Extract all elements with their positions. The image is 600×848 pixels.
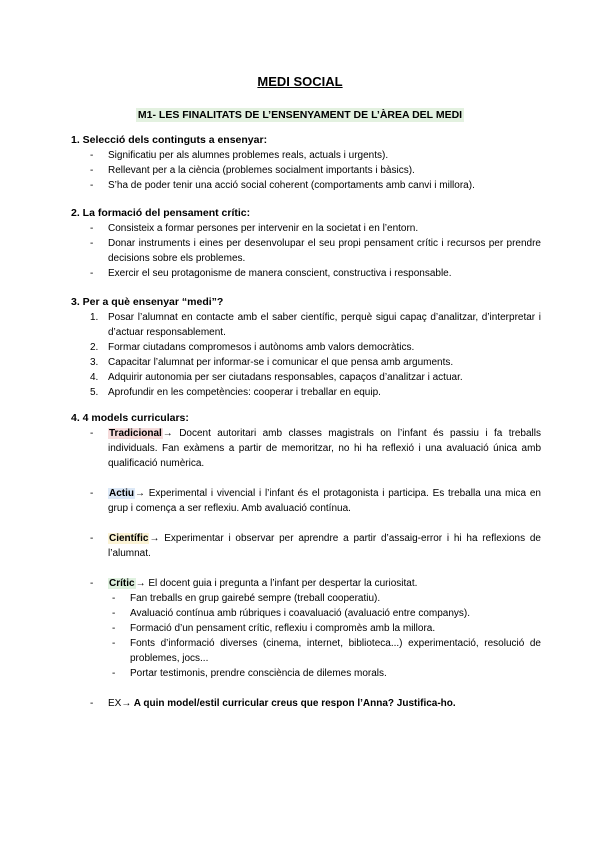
model-name: Científic	[109, 533, 149, 544]
model-tradicional: - Tradicional→ Docent autoritari amb classes magistrals on l’infant és passiu i fa treballs individuals. Fan exàmens a partir de memoritzar, no hi ha reflexió i una avaluació única amb qualificació numèrica.	[71, 426, 541, 471]
exercise-question: A quin model/estil curricular creus que respon l’Anna? Justifica-ho.	[131, 698, 456, 709]
list-item: - Fonts d’informació diverses (cinema, internet, biblioteca...) experimentació, resolució de problemes, jocs...	[108, 636, 541, 666]
list-item: - Fan treballs en grup gairebé sempre (treball cooperatiu).	[108, 591, 541, 606]
list-item: - Significatiu per als alumnes problemes reals, actuals i urgents).	[71, 148, 541, 163]
section-4	[71, 411, 541, 711]
section-3	[71, 295, 541, 400]
model-cientific: - Científic→ Experimentar i observar per aprendre a partir d’assaig-error i hi ha reflexions de l’alumnat.	[71, 531, 541, 561]
list-item: - Consisteix a formar persones per intervenir en la societat i en l’entorn.	[71, 221, 541, 236]
critic-sublist	[108, 591, 541, 681]
list-item: 1. Posar l’alumnat en contacte amb el saber científic, perquè sigui capaç d’analitzar, d’interpretar i d’actuar responsablement.	[90, 312, 541, 338]
list-item: - Donar instruments i eines per desenvolupar el seu propi pensament crític i recursos per prendre decisions sobre els problemes.	[71, 236, 541, 266]
list-item: - Formació d’un pensament crític, reflexiu i compromès amb la millora.	[108, 621, 541, 636]
page-title: MEDI SOCIAL	[257, 74, 343, 89]
list-item: 3. Capacitar l’alumnat per informar-se i comunicar el que pensa amb arguments.	[90, 357, 454, 368]
list-item: - Exercir el seu protagonisme de manera conscient, constructiva i responsable.	[71, 266, 541, 281]
section-2	[71, 206, 541, 281]
section-1	[71, 133, 541, 193]
list-item: 4. Adquirir autonomia per ser ciutadans responsables, capaços d’analitzar i actuar.	[90, 372, 463, 383]
list-item: - Portar testimonis, prendre consciència de dilemes morals.	[108, 666, 541, 681]
list-item: - Rellevant per a la ciència (problemes socialment importants i bàsics).	[71, 163, 541, 178]
model-name: Actiu	[109, 488, 134, 499]
section-3-heading: 3. Per a què ensenyar “medi”?	[71, 296, 224, 308]
subtitle-text: M1- LES FINALITATS DE L’ENSENYAMENT DE L’ÀREA DEL MEDI	[137, 109, 463, 121]
exercise-item: - EX→ A quin model/estil curricular creus que respon l’Anna? Justifica-ho.	[71, 696, 541, 711]
list-item: 2. Formar ciutadans compromesos i autònoms amb valors democràtics.	[90, 342, 415, 353]
model-name: Tradicional	[109, 428, 162, 439]
section-2-heading: 2. La formació del pensament crític:	[71, 207, 251, 219]
page-subtitle	[0, 105, 600, 123]
list-item: - S’ha de poder tenir una acció social coherent (comportaments amb canvi i millora).	[71, 178, 541, 193]
list-item: 5. Aprofundir en les competències: cooperar i treballar en equip.	[90, 387, 381, 398]
model-name: Crític	[109, 578, 135, 589]
section-2-list	[71, 221, 541, 281]
model-actiu: - Actiu→ Experimental i vivencial i l’infant és el protagonista i participa. Es treballa una mica en grup i comença a ser reflexiu. Amb avaluació contínua.	[71, 486, 541, 516]
section-1-list	[71, 148, 541, 193]
model-critic: - Crític→ El docent guia i pregunta a l’infant per despertar la curiositat. - Fan treballs en grup gairebé sempre (treball cooperatiu). - Avaluació contínua amb rúbriques i coavaluació (avaluació entre companys). - Formació d’un pensament crític, reflexiu i compromès amb la millora. - Fonts d’informació diverses (cinema, internet, biblioteca...) experimentació, resolució de problemes, jocs... - Portar testimonis, prendre consciència de dilemes morals.	[71, 576, 541, 681]
section-3-list	[71, 310, 541, 400]
section-4-heading: 4. 4 models curriculars:	[71, 412, 189, 424]
list-item: - Avaluació contínua amb rúbriques i coavaluació (avaluació entre companys).	[108, 606, 541, 621]
section-1-heading: 1. Selecció dels continguts a ensenyar:	[71, 134, 268, 146]
models-list	[71, 426, 541, 711]
